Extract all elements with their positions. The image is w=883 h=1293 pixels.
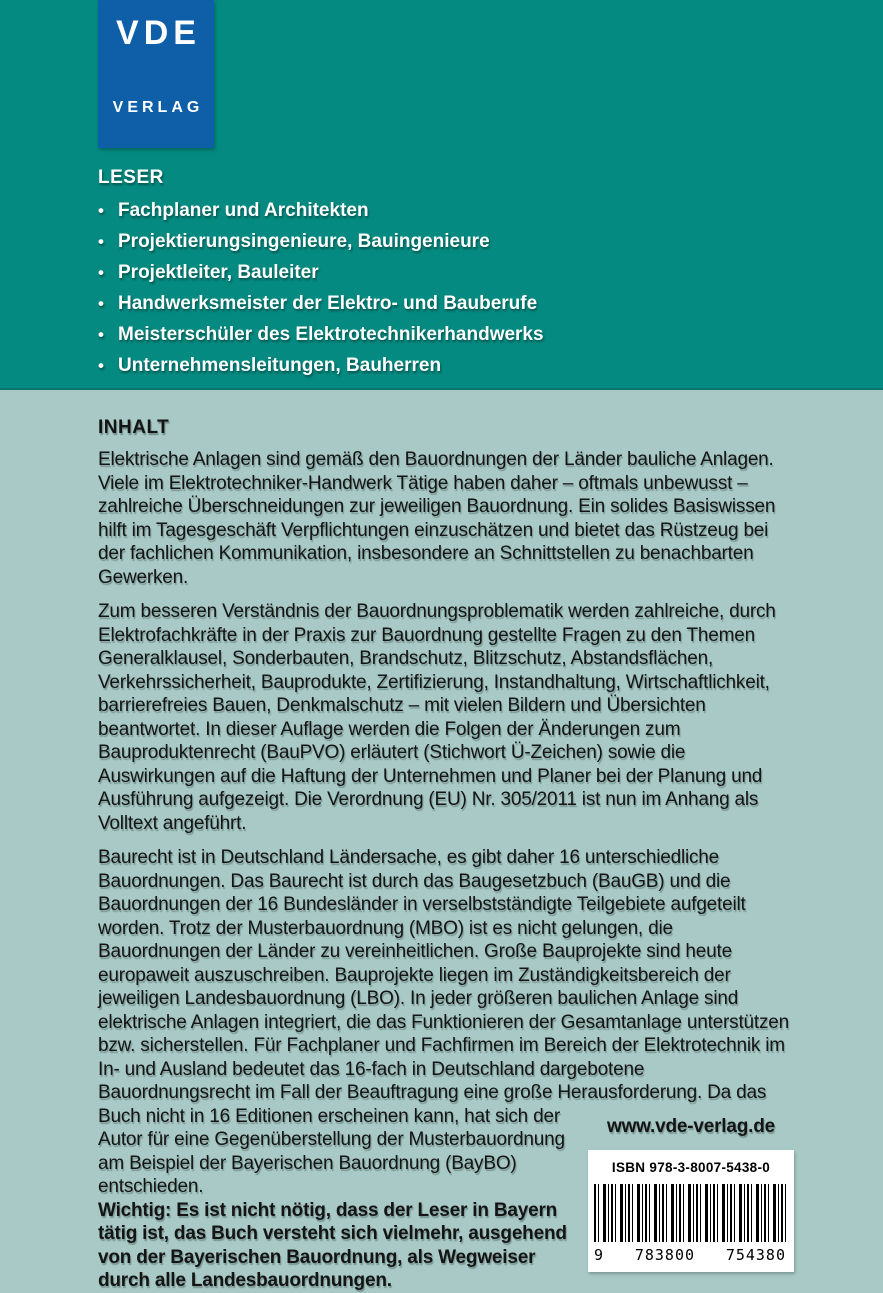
content-column [98, 417, 794, 1293]
barcode-digits-left: 783800 [634, 1245, 696, 1264]
paragraph-3-text-b: Editionen erscheinen kann, hat sich der Autor für eine Gegenüberstellung der Musterbauordnung am Beispiel der Bayerischen Bauordnung (BayBO) entschieden. [98, 1105, 565, 1197]
bullet-icon: • [98, 356, 104, 375]
barcode-digits-right: 754380 [725, 1245, 786, 1264]
cover-top-section [0, 0, 883, 390]
bullet-icon: • [98, 263, 104, 282]
reader-item [98, 324, 544, 346]
reader-item [98, 355, 544, 377]
bullet-icon: • [98, 232, 104, 251]
reader-item-label: Projektierungsingenieure, Bauingenieure [118, 231, 490, 252]
reader-list [98, 200, 544, 377]
cover-bottom-section [0, 390, 883, 1291]
barcode-bars-image [594, 1184, 788, 1242]
inhalt-paragraph-3 [98, 846, 794, 1293]
reader-item [98, 262, 544, 284]
paragraph-3-bold-note: Wichtig: Es ist nicht nötig, dass der Leser in Bayern tätig ist, das Buch versteht sich vielmehr, ausgehend von der Bayerischen Bauordnung, als Wegweiser durch alle Landesbauordnungen. [98, 1199, 567, 1291]
barcode-digit-lead: 9 [594, 1245, 605, 1264]
reader-item-label: Fachplaner und Architekten [118, 200, 369, 221]
inhalt-paragraph-2: Zum besseren Verständnis der Bauordnungsproblematik werden zahlreiche, durch Elektrofachkräfte in der Praxis zur Bauordnung gestellte Fragen zu den Themen Generalklausel, Sonderbauten, Brandschutz, Blitzschutz, Abstandsflächen, Verkehrssicherheit, Bauprodukte, Zertifizierung, Instandhaltung, Wirtschaftlichkeit, barrierefreies Bauen, Denkmalschutz – mit vielen Bildern und Übersichten beantwortet. In dieser Auflage werden die Folgen der Änderungen zum Bauproduktenrecht (BauPVO) erläutert (Stichwort Ü-Zeichen) sowie die Auswirkungen auf die Haftung der Unternehmen und Planer bei der Planung und Ausführung aufgezeigt. Die Verordnung (EU) Nr. 305/2011 ist nun im Anhang als Volltext angeführt. [98, 601, 776, 834]
bullet-icon: • [98, 325, 104, 344]
bullet-icon: • [98, 294, 104, 313]
barcode-digits [594, 1242, 788, 1268]
reader-item-label: Meisterschüler des Elektrotechnikerhandwerks [118, 324, 544, 345]
reader-item [98, 200, 544, 222]
website-text: www.vde-verlag.de [606, 1115, 775, 1137]
inhalt-paragraph-1: Elektrische Anlagen sind gemäß den Bauordnungen der Länder bauliche Anlagen. Viele im Elektrotechniker-Handwerk Tätige haben daher – oftmals unbewusst – zahlreiche Überschneidungen zur jeweiligen Bauordnung. Ein solides Basiswissen hilft im Tagesgeschäft Verpflichtungen einzuschätzen und bietet das Rüstzeug bei der fachlichen Kommunikation, insbesondere an Schnittstellen zu benachbarten Gewerken. [98, 449, 776, 588]
paragraph-3-text-a: Baurecht ist in Deutschland Ländersache, es gibt daher 16 unterschiedliche Bauordnungen. Das Baurecht ist durch das Baugesetzbuch (BauGB) und die Bauordnungen der 16 Bundesländer in verselbstständigte Teilgebiete aufgeteilt worden. Trotz der Musterbauordnung (MBO) ist es nicht gelungen, die Bauordnungen der Länder zu vereinheitlichen. Große Bauprojekte sind heute europaweit auszuschreiben. Bauprojekte liegen im Zuständigkeitsbereich der jeweiligen Landesbauordnung (LBO). In jeder größeren baulichen Anlage sind elektrische Anlagen integriert, die das Funktionieren der Gesamtanlage unterstützen bzw. sicherstellen. Für Fachplaner und Fachfirmen im Bereich der Elektrotechnik im In- und Ausland bedeutet das 16-fach in Deutschland dargebotene Bauordnungsrecht im Fall der Beauftragung eine große Herausforderung. Da das Buch nicht in 16 [98, 847, 790, 1127]
vde-logo [98, 0, 214, 148]
bullet-icon: • [98, 201, 104, 220]
reader-item-label: Unternehmensleitungen, Bauherren [118, 355, 442, 376]
logo-brand-text: VDE [116, 14, 201, 52]
website-barcode-block [588, 1115, 794, 1273]
reader-heading: LESER [98, 167, 164, 188]
reader-section [98, 167, 544, 386]
isbn-label: ISBN 978-3-8007-5438-0 [611, 1160, 771, 1175]
reader-item [98, 231, 544, 253]
reader-item-label: Handwerksmeister der Elektro- und Bauberufe [118, 293, 538, 314]
reader-item [98, 293, 544, 315]
reader-item-label: Projektleiter, Bauleiter [118, 262, 319, 283]
inhalt-heading: INHALT [98, 417, 170, 438]
logo-sub-text: VERLAG [112, 99, 204, 116]
